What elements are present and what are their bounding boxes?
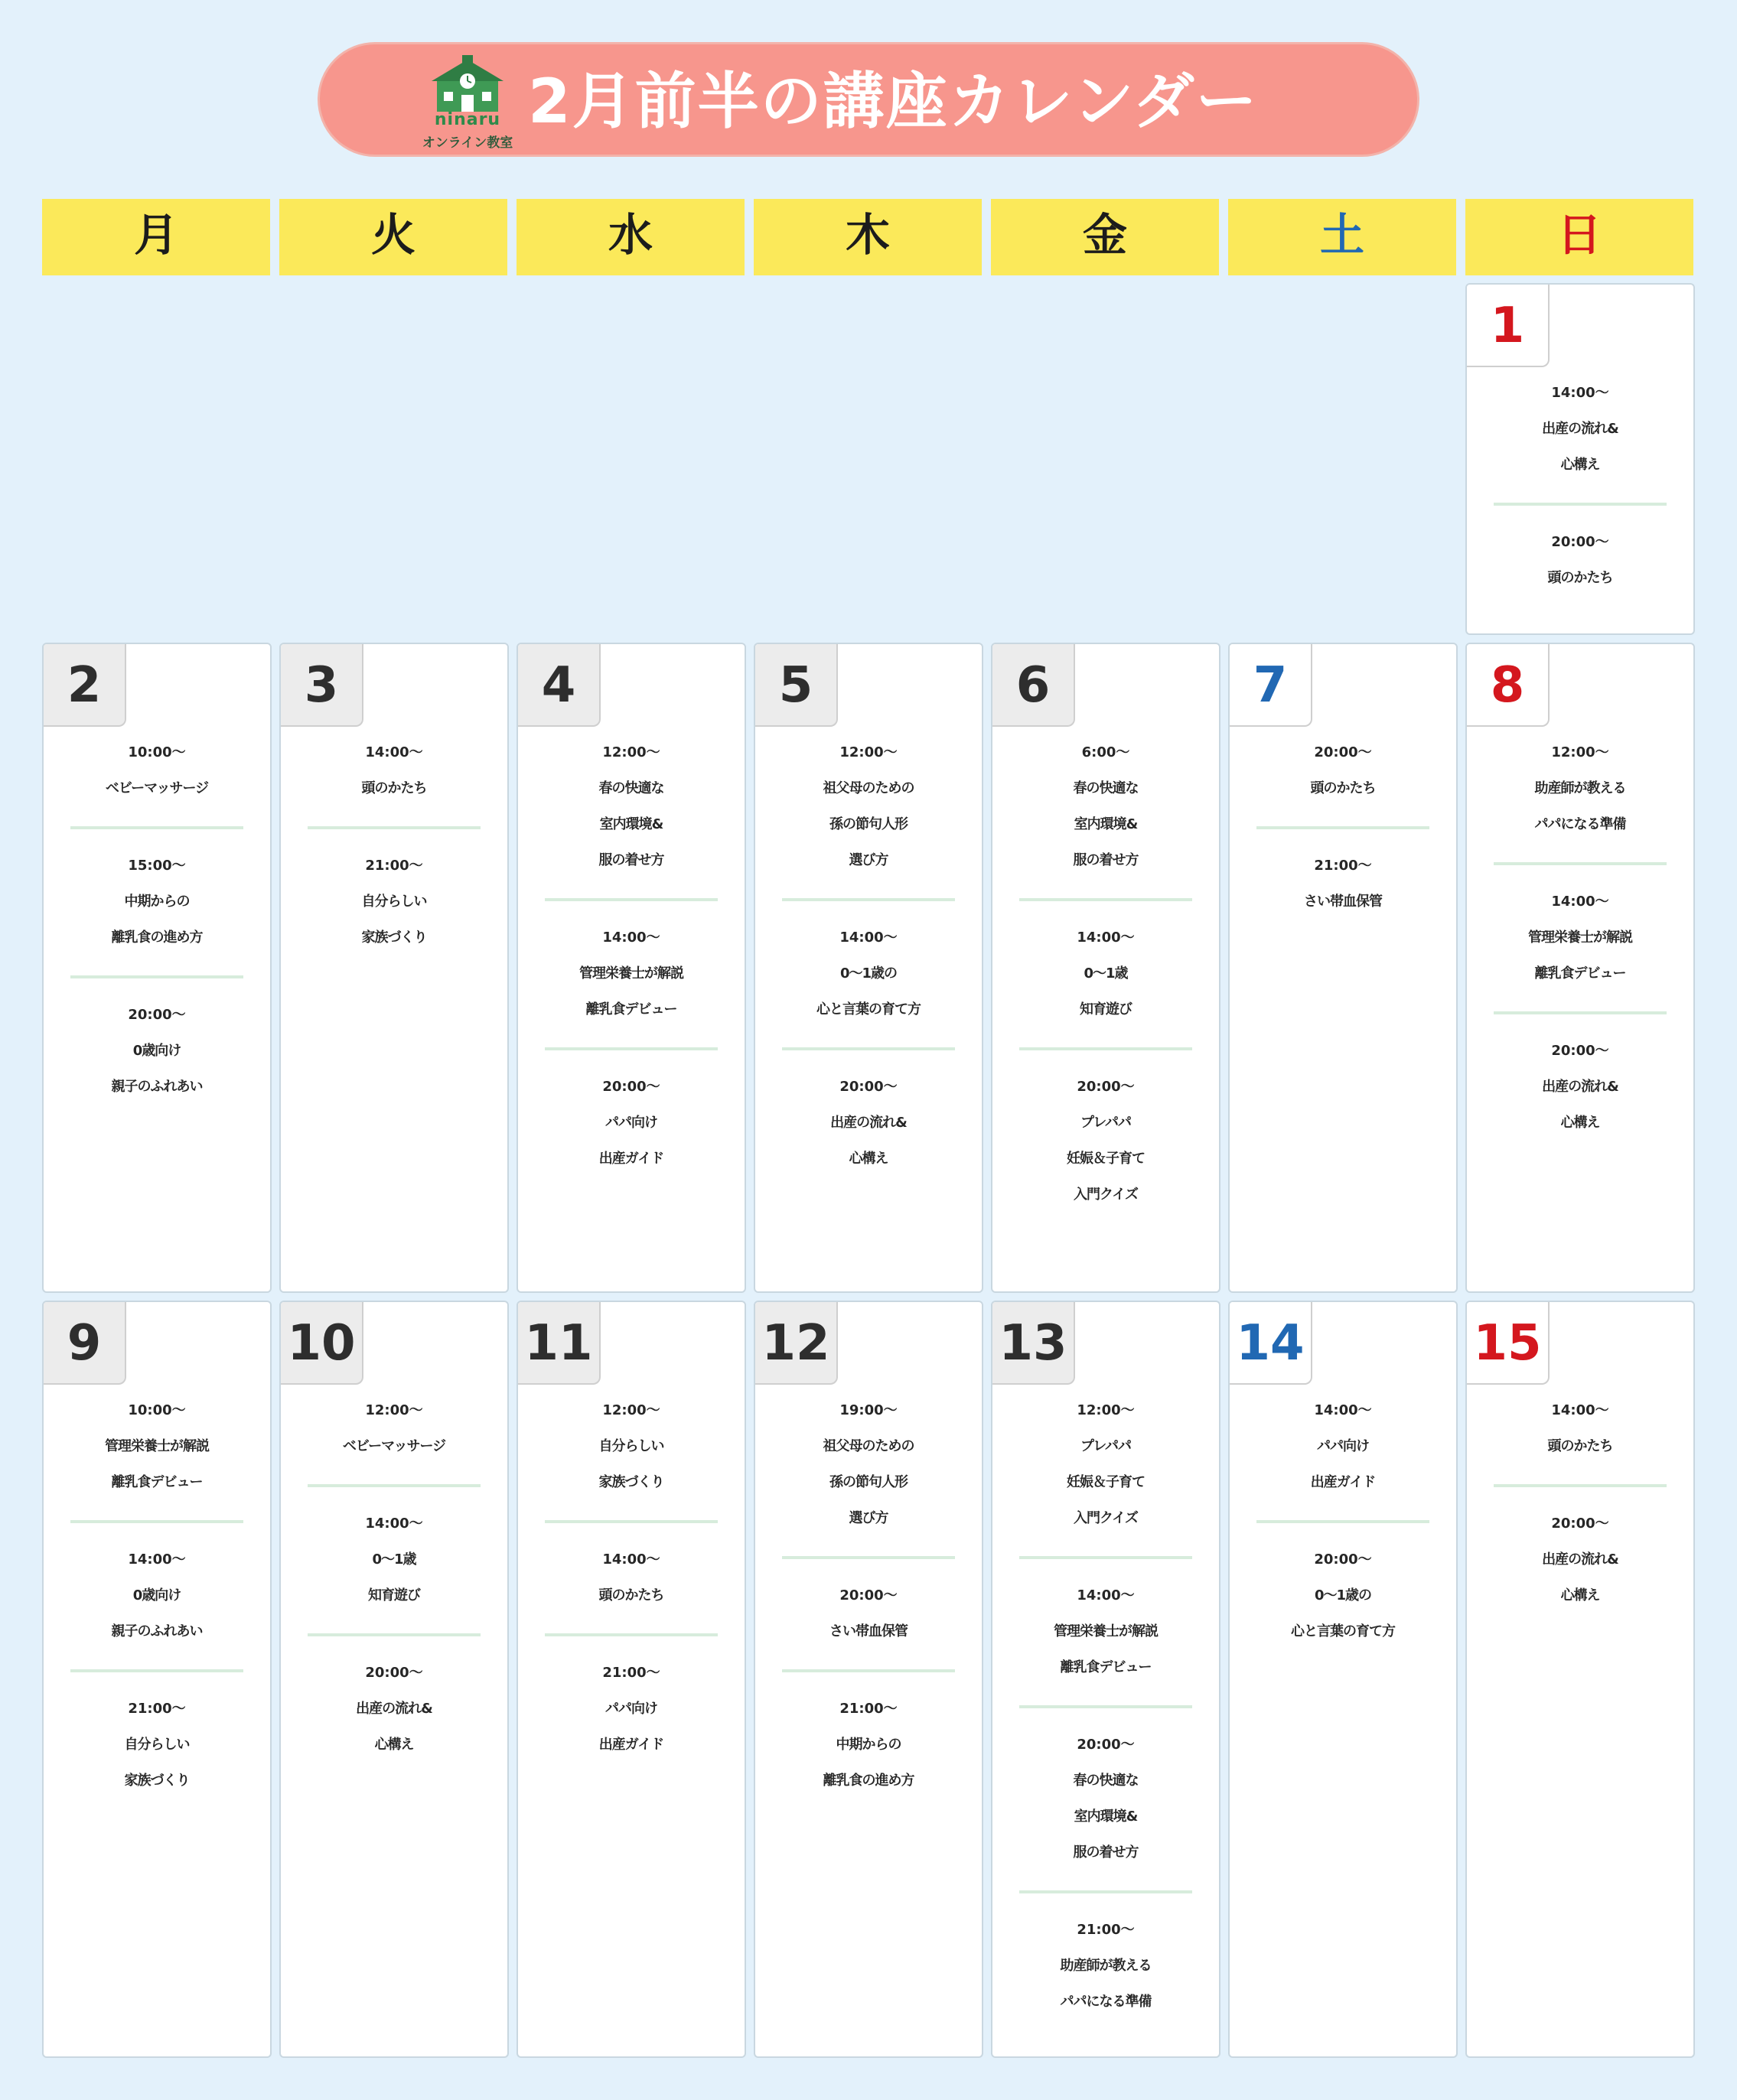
event-title-line: 心構え xyxy=(849,1151,888,1167)
event-item xyxy=(518,1542,745,1613)
event-title-line: 家族づくり xyxy=(124,1773,190,1789)
event-title-line: 知育遊び xyxy=(368,1587,420,1603)
event-time: 14:00〜 xyxy=(602,930,660,946)
event-item xyxy=(755,920,982,1027)
event-title-line: 心と言葉の育て方 xyxy=(816,1001,921,1017)
event-divider xyxy=(782,1047,955,1050)
event-title-line: パパになる準備 xyxy=(1534,816,1626,832)
event-title-line: 孫の節句人形 xyxy=(829,1474,908,1490)
event-item xyxy=(992,734,1219,878)
event-item xyxy=(281,1506,507,1613)
event-item xyxy=(755,1069,982,1177)
event-item xyxy=(1467,1506,1693,1613)
event-time: 20:00〜 xyxy=(1077,1737,1135,1753)
event-time: 14:00〜 xyxy=(365,744,423,760)
event-list xyxy=(44,734,270,1105)
event-title-line: 頭のかたち xyxy=(598,1587,664,1603)
day-cell xyxy=(1465,643,1695,1293)
event-title-line: パパになる準備 xyxy=(1060,1994,1152,2010)
event-divider xyxy=(1019,898,1192,901)
day-number: 1 xyxy=(1467,285,1550,367)
event-time: 20:00〜 xyxy=(1551,534,1609,550)
event-time: 6:00〜 xyxy=(1081,744,1130,760)
event-title-line: 0〜1歳の xyxy=(839,965,898,982)
day-cell xyxy=(991,643,1220,1293)
event-item xyxy=(1467,1392,1693,1464)
day-number: 7 xyxy=(1230,644,1312,727)
event-list xyxy=(1230,734,1456,920)
event-title-line: 出産の流れ& xyxy=(1542,1551,1618,1568)
event-time: 14:00〜 xyxy=(1551,385,1609,401)
event-item xyxy=(992,1912,1219,2020)
day-cell xyxy=(1465,1301,1695,2058)
logo-subtitle: オンライン教室 xyxy=(422,135,513,151)
event-title-line: 0歳向け xyxy=(132,1043,181,1059)
event-item xyxy=(1230,1392,1456,1500)
event-list xyxy=(44,1392,270,1799)
event-time: 20:00〜 xyxy=(128,1007,186,1023)
weekday-mon: 月 xyxy=(42,199,270,275)
day-number: 14 xyxy=(1230,1302,1312,1385)
event-item xyxy=(44,1542,270,1649)
event-item xyxy=(1467,884,1693,991)
event-title-line: 管理栄養士が解説 xyxy=(105,1438,209,1454)
event-time: 10:00〜 xyxy=(128,744,186,760)
event-time: 12:00〜 xyxy=(839,744,898,760)
event-item xyxy=(992,1069,1219,1213)
day-number: 12 xyxy=(755,1302,838,1385)
event-title-line: 春の快適な xyxy=(598,780,664,796)
event-item xyxy=(1467,524,1693,596)
event-divider xyxy=(545,898,718,901)
logo-wordmark: ninaru xyxy=(434,110,501,129)
event-title-line: 心構え xyxy=(1560,1115,1600,1131)
event-title-line: 管理栄養士が解説 xyxy=(1054,1623,1158,1639)
event-title-line: 自分らしい xyxy=(598,1438,664,1454)
event-title-line: 服の着せ方 xyxy=(598,852,664,868)
event-time: 21:00〜 xyxy=(839,1701,898,1717)
event-time: 20:00〜 xyxy=(1314,744,1372,760)
event-divider xyxy=(70,1669,243,1672)
event-title-line: ベビーマッサージ xyxy=(105,780,209,796)
event-title-line: 親子のふれあい xyxy=(111,1623,203,1639)
event-divider xyxy=(70,975,243,978)
event-title-line: 妊娠＆子育て xyxy=(1067,1151,1145,1167)
event-item xyxy=(281,1655,507,1763)
day-number: 10 xyxy=(281,1302,363,1385)
event-title-line: 0〜1歳 xyxy=(372,1551,416,1568)
event-title-line: 室内環境& xyxy=(1074,1809,1138,1825)
event-item xyxy=(1467,1033,1693,1141)
event-divider xyxy=(1019,1705,1192,1708)
event-time: 15:00〜 xyxy=(128,858,186,874)
event-item xyxy=(1230,848,1456,920)
event-time: 14:00〜 xyxy=(839,930,898,946)
event-title-line: 管理栄養士が解説 xyxy=(579,965,683,982)
event-time: 10:00〜 xyxy=(128,1402,186,1418)
day-cell xyxy=(1228,643,1458,1293)
event-item xyxy=(44,1392,270,1500)
event-title-line: 離乳食デビュー xyxy=(1534,965,1626,982)
page-title: 2月前半の講座カレンダー xyxy=(528,66,1259,137)
event-time: 21:00〜 xyxy=(365,858,423,874)
day-number: 4 xyxy=(518,644,601,727)
event-item xyxy=(281,1392,507,1464)
event-title-line: 出産ガイド xyxy=(598,1737,664,1753)
event-title-line: 出産ガイド xyxy=(598,1151,664,1167)
event-item xyxy=(281,848,507,956)
event-time: 20:00〜 xyxy=(1314,1551,1372,1568)
weekday-sun: 日 xyxy=(1465,199,1693,275)
event-title-line: 祖父母のための xyxy=(823,780,914,796)
day-cell xyxy=(754,643,983,1293)
event-divider xyxy=(545,1633,718,1636)
event-title-line: さい帯血保管 xyxy=(1304,894,1382,910)
day-cell xyxy=(279,1301,509,2058)
event-title-line: 離乳食デビュー xyxy=(585,1001,677,1017)
event-title-line: 中期からの xyxy=(836,1737,901,1753)
event-title-line: 心と言葉の育て方 xyxy=(1291,1623,1395,1639)
day-cell xyxy=(42,1301,272,2058)
event-title-line: プレパパ xyxy=(1080,1438,1132,1454)
event-divider xyxy=(1019,1890,1192,1893)
event-item xyxy=(44,734,270,806)
event-title-line: さい帯血保管 xyxy=(829,1623,908,1639)
event-item xyxy=(992,1577,1219,1685)
event-title-line: 出産の流れ& xyxy=(830,1115,907,1131)
event-item xyxy=(281,734,507,806)
event-time: 20:00〜 xyxy=(602,1079,660,1095)
event-time: 14:00〜 xyxy=(128,1551,186,1568)
event-time: 12:00〜 xyxy=(602,1402,660,1418)
event-time: 21:00〜 xyxy=(1314,858,1372,874)
event-divider xyxy=(1256,826,1429,829)
event-time: 20:00〜 xyxy=(839,1079,898,1095)
event-title-line: 親子のふれあい xyxy=(111,1079,203,1095)
day-number: 2 xyxy=(44,644,126,727)
event-title-line: 離乳食の進め方 xyxy=(823,1773,914,1789)
event-title-line: 室内環境& xyxy=(599,816,663,832)
event-title-line: 家族づくり xyxy=(361,930,427,946)
event-list xyxy=(281,734,507,956)
event-list xyxy=(1230,1392,1456,1649)
event-title-line: 中期からの xyxy=(124,894,190,910)
weekday-thu: 木 xyxy=(754,199,982,275)
event-title-line: パパ向け xyxy=(605,1115,657,1131)
event-item xyxy=(518,1392,745,1500)
event-time: 12:00〜 xyxy=(365,1402,423,1418)
event-title-line: 自分らしい xyxy=(124,1737,190,1753)
day-cell xyxy=(1228,1301,1458,2058)
event-divider xyxy=(70,826,243,829)
day-cell xyxy=(754,1301,983,2058)
event-list xyxy=(1467,375,1693,596)
event-time: 20:00〜 xyxy=(365,1665,423,1681)
event-divider xyxy=(1494,503,1667,506)
event-title-line: 家族づくり xyxy=(598,1474,664,1490)
event-divider xyxy=(1019,1047,1192,1050)
event-item xyxy=(992,920,1219,1027)
event-time: 12:00〜 xyxy=(602,744,660,760)
event-title-line: 0〜1歳の xyxy=(1314,1587,1372,1603)
event-title-line: 選び方 xyxy=(849,1510,888,1526)
event-item xyxy=(1467,734,1693,842)
event-title-line: 祖父母のための xyxy=(823,1438,914,1454)
event-title-line: 頭のかたち xyxy=(361,780,427,796)
day-cell xyxy=(991,1301,1220,2058)
event-title-line: 離乳食デビュー xyxy=(1060,1659,1152,1675)
school-house-icon xyxy=(418,55,517,113)
event-item xyxy=(992,1727,1219,1870)
day-number: 13 xyxy=(992,1302,1075,1385)
day-number: 5 xyxy=(755,644,838,727)
event-divider xyxy=(70,1520,243,1523)
event-title-line: 春の快適な xyxy=(1073,780,1139,796)
event-divider xyxy=(1019,1556,1192,1559)
day-cell xyxy=(1465,283,1695,635)
event-title-line: 離乳食の進め方 xyxy=(111,930,203,946)
event-title-line: パパ向け xyxy=(605,1701,657,1717)
event-title-line: ベビーマッサージ xyxy=(342,1438,446,1454)
event-title-line: 頭のかたち xyxy=(1547,1438,1613,1454)
event-item xyxy=(1230,1542,1456,1649)
event-time: 12:00〜 xyxy=(1551,744,1609,760)
event-item xyxy=(755,734,982,878)
event-divider xyxy=(308,826,481,829)
weekday-fri: 金 xyxy=(991,199,1219,275)
event-title-line: 離乳食デビュー xyxy=(111,1474,203,1490)
event-list xyxy=(1467,734,1693,1141)
day-number: 6 xyxy=(992,644,1075,727)
event-divider xyxy=(545,1047,718,1050)
day-number: 11 xyxy=(518,1302,601,1385)
event-time: 12:00〜 xyxy=(1077,1402,1135,1418)
event-title-line: 妊娠＆子育て xyxy=(1067,1474,1145,1490)
event-title-line: 出産の流れ& xyxy=(1542,1079,1618,1095)
event-time: 21:00〜 xyxy=(128,1701,186,1717)
event-list xyxy=(992,1392,1219,2020)
event-title-line: 室内環境& xyxy=(1074,816,1138,832)
event-title-line: 助産師が教える xyxy=(1060,1958,1152,1974)
event-item xyxy=(518,734,745,878)
weekday-tue: 火 xyxy=(279,199,507,275)
event-title-line: 出産の流れ& xyxy=(1542,421,1618,437)
event-list xyxy=(755,734,982,1177)
event-time: 14:00〜 xyxy=(1551,894,1609,910)
event-title-line: 心構え xyxy=(1560,1587,1600,1603)
title-banner xyxy=(318,42,1419,157)
event-item xyxy=(755,1577,982,1649)
event-divider xyxy=(782,1556,955,1559)
event-title-line: 0歳向け xyxy=(132,1587,181,1603)
event-title-line: 心構え xyxy=(374,1737,414,1753)
event-time: 21:00〜 xyxy=(602,1665,660,1681)
event-title-line: 心構え xyxy=(1560,457,1600,473)
event-divider xyxy=(782,1669,955,1672)
event-title-line: 選び方 xyxy=(849,852,888,868)
event-time: 20:00〜 xyxy=(839,1587,898,1603)
event-item xyxy=(44,848,270,956)
event-item xyxy=(44,1691,270,1799)
event-list xyxy=(281,1392,507,1763)
day-cell xyxy=(517,1301,746,2058)
event-time: 14:00〜 xyxy=(365,1516,423,1532)
event-list xyxy=(992,734,1219,1213)
event-title-line: 春の快適な xyxy=(1073,1773,1139,1789)
event-item xyxy=(755,1691,982,1799)
event-item xyxy=(44,997,270,1105)
event-divider xyxy=(1494,1484,1667,1487)
weekday-wed: 水 xyxy=(517,199,745,275)
event-list xyxy=(755,1392,982,1799)
day-number: 8 xyxy=(1467,644,1550,727)
event-divider xyxy=(1494,1011,1667,1014)
event-divider xyxy=(1494,862,1667,865)
event-title-line: 入門クイズ xyxy=(1074,1510,1138,1526)
event-title-line: 知育遊び xyxy=(1080,1001,1132,1017)
event-title-line: 服の着せ方 xyxy=(1073,1844,1139,1861)
event-item xyxy=(755,1392,982,1536)
event-title-line: 管理栄養士が解説 xyxy=(1528,930,1632,946)
event-time: 20:00〜 xyxy=(1077,1079,1135,1095)
event-time: 14:00〜 xyxy=(602,1551,660,1568)
event-title-line: 出産の流れ& xyxy=(356,1701,432,1717)
event-title-line: 頭のかたち xyxy=(1310,780,1376,796)
event-item xyxy=(1230,734,1456,806)
event-title-line: パパ向け xyxy=(1317,1438,1369,1454)
event-title-line: 助産師が教える xyxy=(1534,780,1626,796)
day-cell xyxy=(42,643,272,1293)
event-title-line: 服の着せ方 xyxy=(1073,852,1139,868)
event-list xyxy=(518,1392,745,1763)
event-title-line: 頭のかたち xyxy=(1547,570,1613,586)
event-divider xyxy=(782,898,955,901)
event-time: 21:00〜 xyxy=(1077,1922,1135,1938)
event-divider xyxy=(308,1484,481,1487)
event-list xyxy=(1467,1392,1693,1613)
event-time: 20:00〜 xyxy=(1551,1516,1609,1532)
event-divider xyxy=(1256,1520,1429,1523)
event-item xyxy=(518,1655,745,1763)
weekday-sat: 土 xyxy=(1228,199,1456,275)
event-time: 14:00〜 xyxy=(1077,930,1135,946)
event-divider xyxy=(545,1520,718,1523)
event-title-line: 出産ガイド xyxy=(1310,1474,1376,1490)
event-title-line: 孫の節句人形 xyxy=(829,816,908,832)
day-number: 15 xyxy=(1467,1302,1550,1385)
event-time: 14:00〜 xyxy=(1551,1402,1609,1418)
event-item xyxy=(1467,375,1693,483)
event-item xyxy=(992,1392,1219,1536)
day-cell xyxy=(279,643,509,1293)
day-number: 3 xyxy=(281,644,363,727)
event-item xyxy=(518,1069,745,1177)
event-list xyxy=(518,734,745,1177)
event-title-line: 自分らしい xyxy=(361,894,427,910)
event-time: 14:00〜 xyxy=(1077,1587,1135,1603)
event-title-line: 入門クイズ xyxy=(1074,1187,1138,1203)
event-time: 19:00〜 xyxy=(839,1402,898,1418)
event-title-line: 0〜1歳 xyxy=(1084,965,1128,982)
event-time: 20:00〜 xyxy=(1551,1043,1609,1059)
event-time: 14:00〜 xyxy=(1314,1402,1372,1418)
day-number: 9 xyxy=(44,1302,126,1385)
event-divider xyxy=(308,1633,481,1636)
event-item xyxy=(518,920,745,1027)
day-cell xyxy=(517,643,746,1293)
ninaru-logo xyxy=(418,55,517,151)
event-title-line: プレパパ xyxy=(1080,1115,1132,1131)
